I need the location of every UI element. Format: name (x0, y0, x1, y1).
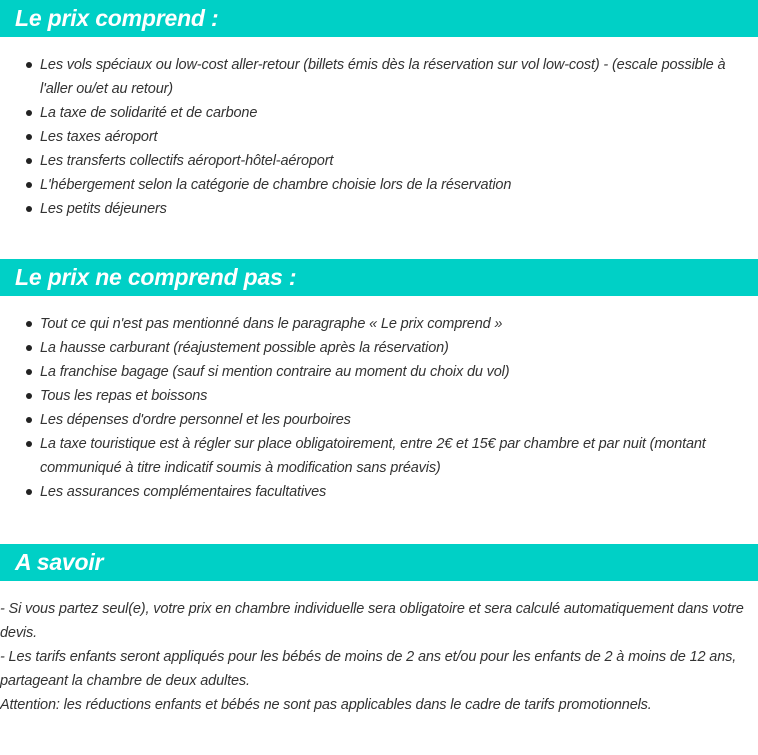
list-item: Les taxes aéroport (24, 125, 738, 149)
section-title-excluded: Le prix ne comprend pas : (0, 259, 758, 296)
section-excluded (0, 259, 758, 504)
section-included (0, 0, 758, 221)
list-item: Tous les repas et boissons (24, 384, 738, 408)
list-item: Les vols spéciaux ou low-cost aller-retour (billets émis dès la réservation sur vol low-cost) - (escale possible à l'aller ou/et au retour) (24, 53, 738, 101)
list-item: Les petits déjeuners (24, 197, 738, 221)
section-title-info: A savoir (0, 544, 758, 581)
list-item: Tout ce qui n'est pas mentionné dans le paragraphe « Le prix comprend » (24, 312, 738, 336)
list-item: Les assurances complémentaires facultatives (24, 480, 738, 504)
list-item: La taxe touristique est à régler sur place obligatoirement, entre 2€ et 15€ par chambre et par nuit (montant communiqué à titre indicatif soumis à modification sans préavis) (24, 432, 738, 480)
info-line: - Les tarifs enfants seront appliqués pour les bébés de moins de 2 ans et/ou pour les enfants de 2 à moins de 12 ans, partageant la chambre de deux adultes. (0, 649, 737, 689)
list-item: Les transferts collectifs aéroport-hôtel-aéroport (24, 149, 738, 173)
included-list (0, 37, 758, 221)
section-title-included: Le prix comprend : (0, 0, 758, 37)
section-info (0, 544, 758, 717)
list-item: L'hébergement selon la catégorie de chambre choisie lors de la réservation (24, 173, 738, 197)
list-item: Les dépenses d'ordre personnel et les pourboires (24, 408, 738, 432)
info-notes (0, 581, 758, 717)
info-line: - Si vous partez seul(e), votre prix en chambre individuelle sera obligatoire et sera calculé automatiquement dans votre devis. (0, 601, 744, 641)
list-item: La hausse carburant (réajustement possible après la réservation) (24, 336, 738, 360)
excluded-list (0, 296, 758, 504)
list-item: La franchise bagage (sauf si mention contraire au moment du choix du vol) (24, 360, 738, 384)
info-line: Attention: les réductions enfants et bébés ne sont pas applicables dans le cadre de tarifs promotionnels. (0, 697, 652, 713)
list-item: La taxe de solidarité et de carbone (24, 101, 738, 125)
